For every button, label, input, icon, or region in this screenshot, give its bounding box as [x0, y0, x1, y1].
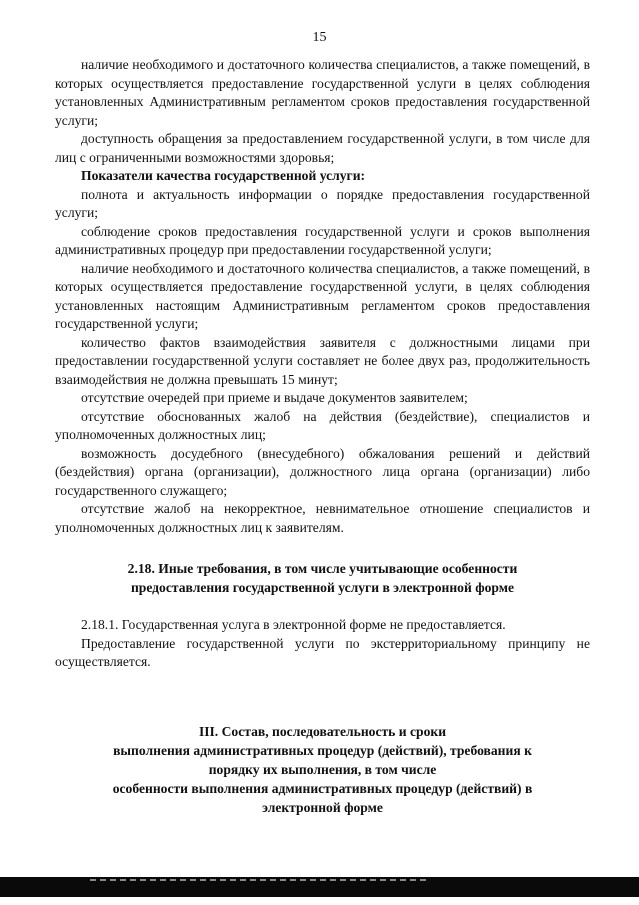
paragraph: наличие необходимого и достаточного количества специалистов, а также помещений, в которых осуществляется предоставление государственной услуги в целях соблюдения установленных Административным регламентом сроков предоставления государственной услуги;: [55, 57, 590, 128]
paragraph: количество фактов взаимодействия заявителя с должностными лицами при предоставлении государственной услуги составляет не более двух раз, продолжительность взаимодействия не должна превышать 15 минут;: [55, 334, 590, 387]
paragraph: соблюдение сроков предоставления государственной услуги и сроков выполнения административных процедур при предоставлении государственной услуги;: [55, 223, 590, 257]
chapter-heading-line: порядку их выполнения, в том числе: [208, 761, 437, 777]
chapter-heading-line: электронной форме: [262, 799, 383, 815]
paragraph: отсутствие жалоб на некорректное, невнимательное отношение специалистов и уполномоченных должностных лиц к заявителям.: [55, 501, 590, 535]
section-heading-2-18: [55, 559, 590, 597]
paragraph: наличие необходимого и достаточного количества специалистов, а также помещений, в которых осуществляется предоставление государственной услуги, в целях соблюдения установленных настоящим Административным регламентом сроков предоставления государственной услуги;: [55, 260, 590, 331]
section-heading-line: 2.18. Иные требования, в том числе учитывающие особенности: [127, 561, 518, 576]
page-number: 15: [312, 30, 327, 45]
chapter-heading-line: III. Состав, последовательность и сроки: [198, 723, 447, 739]
paragraph: Предоставление государственной услуги по экстерриториальному принципу не осуществляется.: [55, 635, 590, 669]
paragraph: отсутствие очередей при приеме и выдаче документов заявителем;: [81, 390, 468, 405]
paragraph: отсутствие обоснованных жалоб на действия (бездействие), специалистов и уполномоченных должностных лиц;: [55, 408, 590, 442]
paragraph: полнота и актуальность информации о порядке предоставления государственной услуги;: [55, 186, 590, 220]
chapter-heading-3: [55, 722, 590, 817]
chapter-heading-line: выполнения административных процедур (действий), требования к: [113, 742, 532, 758]
quality-indicators-heading: Показатели качества государственной услуги:: [81, 168, 366, 183]
scan-edge-bar: [0, 877, 639, 897]
paragraph: доступность обращения за предоставлением государственной услуги, в том числе для лиц с ограниченными возможностями здоровья;: [55, 131, 590, 165]
paragraph: 2.18.1. Государственная услуга в электронной форме не предоставляется.: [81, 617, 506, 632]
chapter-heading-line: особенности выполнения административных процедур (действий) в: [112, 780, 533, 796]
document-body: [55, 56, 590, 817]
section-heading-line: предоставления государственной услуги в электронной форме: [130, 580, 515, 595]
paragraph: возможность досудебного (внесудебного) обжалования решений и действий (бездействия) органа (организации), должностного лица органа (организации) либо государственного служащего;: [55, 445, 590, 498]
